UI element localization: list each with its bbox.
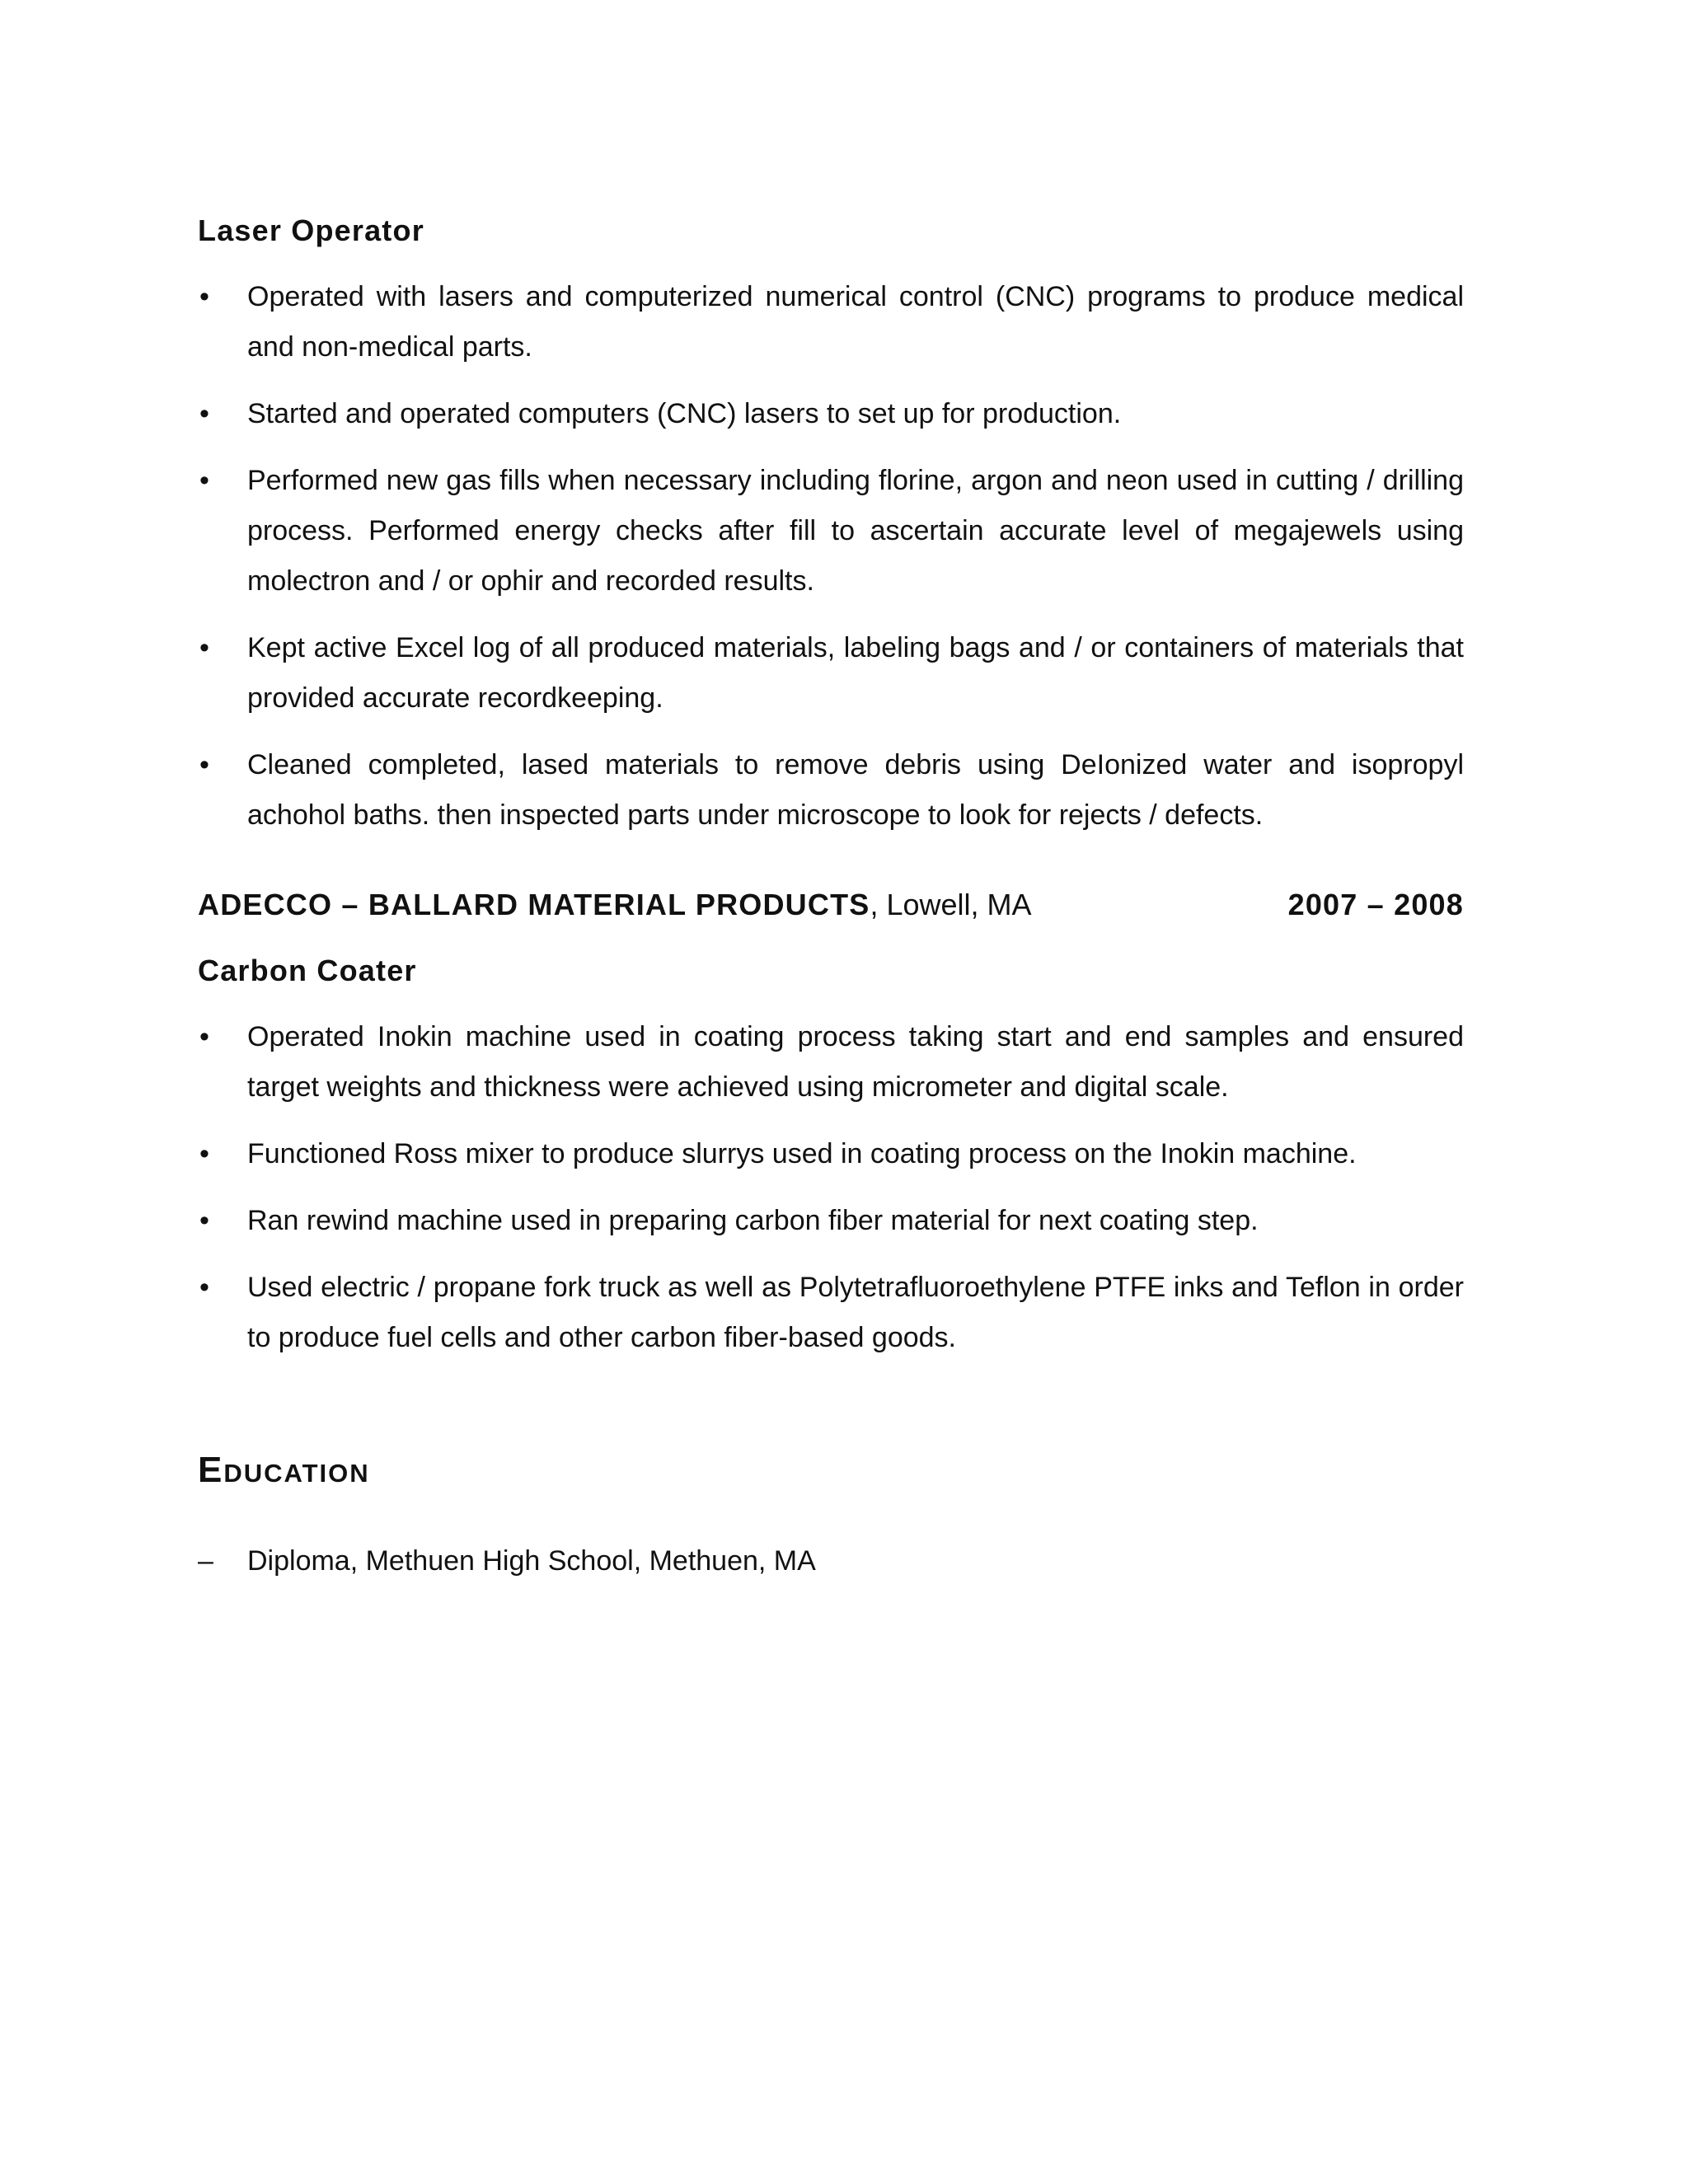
company-header bbox=[198, 880, 1464, 930]
employment-dates: 2007 – 2008 bbox=[1287, 888, 1464, 921]
bullet-icon: • bbox=[199, 632, 209, 663]
dash-icon: – bbox=[198, 1545, 213, 1577]
bullet-text: Cleaned completed, lased materials to remove debris using DeIonized water and isopropyl achohol baths. then inspected parts under microscope to look for rejects / defects. bbox=[247, 749, 1464, 831]
bullet-item bbox=[198, 456, 1464, 607]
bullet-text: Started and operated computers (CNC) lasers to set up for production. bbox=[247, 398, 1122, 429]
job-title: Carbon Coater bbox=[198, 954, 417, 987]
bullet-item bbox=[198, 1012, 1464, 1113]
bullet-text: Performed new gas fills when necessary including florine, argon and neon used in cutting / drilling process. Performed energy checks after fill to ascertain accurate level of megajewels using molectron and / or ophir and recorded results. bbox=[247, 465, 1464, 597]
bullet-icon: • bbox=[199, 398, 209, 429]
bullet-item bbox=[198, 272, 1464, 373]
job-bullet-list bbox=[198, 272, 1464, 841]
bullet-text: Operated Inokin machine used in coating process taking start and end samples and ensured target weights and thickness were achieved using micrometer and digital scale. bbox=[247, 1021, 1464, 1103]
bullet-icon: • bbox=[199, 749, 209, 780]
job-carbon-coater bbox=[198, 880, 1464, 1363]
bullet-icon: • bbox=[199, 281, 209, 312]
company-location: , Lowell, MA bbox=[870, 888, 1032, 921]
bullet-icon: • bbox=[199, 1021, 209, 1052]
bullet-text: Ran rewind machine used in preparing carbon fiber material for next coating step. bbox=[247, 1205, 1259, 1236]
page-content bbox=[198, 206, 1464, 1586]
bullet-icon: • bbox=[199, 1205, 209, 1236]
job-bullet-list bbox=[198, 1012, 1464, 1363]
bullet-text: Used electric / propane fork truck as well as Polytetrafluoroethylene PTFE inks and Teflon in order to produce fuel cells and other carbon fiber-based goods. bbox=[247, 1272, 1464, 1353]
company-info bbox=[198, 880, 1032, 930]
bullet-item bbox=[198, 623, 1464, 724]
bullet-item bbox=[198, 1263, 1464, 1363]
bullet-item bbox=[198, 740, 1464, 841]
education-heading: Education bbox=[198, 1450, 370, 1490]
job-laser-operator bbox=[198, 206, 1464, 841]
bullet-icon: • bbox=[199, 465, 209, 496]
bullet-text: Kept active Excel log of all produced materials, labeling bags and / or containers of materials that provided accurate recordkeeping. bbox=[247, 632, 1464, 714]
bullet-item bbox=[198, 389, 1464, 439]
bullet-item bbox=[198, 1129, 1464, 1179]
education-list bbox=[198, 1536, 1464, 1586]
bullet-icon: • bbox=[199, 1138, 209, 1169]
company-name: ADECCO – BALLARD MATERIAL PRODUCTS bbox=[198, 888, 870, 921]
bullet-icon: • bbox=[199, 1272, 209, 1303]
education-section bbox=[198, 1446, 1464, 1586]
education-item bbox=[198, 1536, 1464, 1586]
job-title: Laser Operator bbox=[198, 213, 424, 247]
bullet-item bbox=[198, 1196, 1464, 1246]
education-text: Diploma, Methuen High School, Methuen, MA bbox=[247, 1545, 816, 1577]
bullet-text: Operated with lasers and computerized numerical control (CNC) programs to produce medical and non-medical parts. bbox=[247, 281, 1464, 363]
bullet-text: Functioned Ross mixer to produce slurrys used in coating process on the Inokin machine. bbox=[247, 1138, 1357, 1169]
